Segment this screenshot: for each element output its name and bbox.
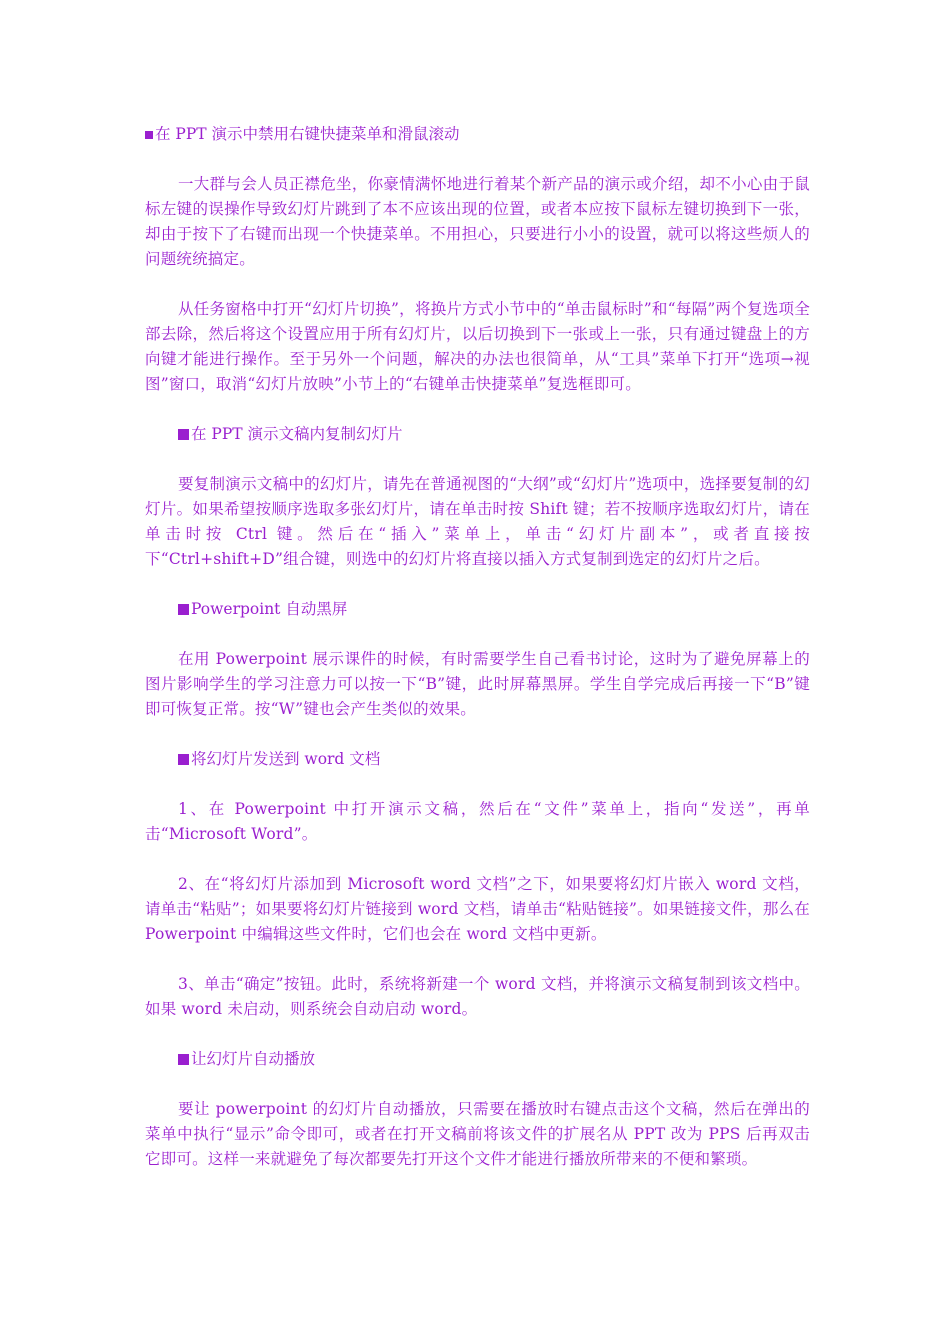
section-heading: [145, 122, 810, 147]
document-page: [145, 122, 810, 1197]
section-heading: [145, 747, 810, 772]
heading-text: 让幻灯片自动播放: [191, 1050, 316, 1068]
paragraph: 2、在“将幻灯片添加到 Microsoft word 文档”之下，如果要将幻灯片嵌入 word 文档，请单击“粘贴”；如果要将幻灯片链接到 word 文档，请单击“粘贴链接”。如果链接文件，那么在 Powerpoint 中编辑这些文件时，它们也会在 word 文档中更新。: [145, 875, 810, 943]
section-heading: [145, 422, 810, 447]
paragraph: 要让 powerpoint 的幻灯片自动播放，只需要在播放时右键点击这个文稿，然后在弹出的菜单中执行“显示”命令即可，或者在打开文稿前将该文件的扩展名从 PPT 改为 PPS 后再双击它即可。这样一来就避免了每次都要先打开这个文件才能进行播放所带来的不便和繁琐。: [145, 1100, 810, 1168]
section-heading: [145, 1047, 810, 1072]
paragraph: 1、在 Powerpoint 中打开演示文稿，然后在“文件”菜单上，指向“发送”，再单击“Microsoft Word”。: [145, 800, 810, 843]
paragraph: 3、单击“确定”按钮。此时，系统将新建一个 word 文档，并将演示文稿复制到该文档中。如果 word 未启动，则系统会自动启动 word。: [145, 975, 810, 1018]
square-bullet-icon: [178, 754, 189, 765]
paragraph: 一大群与会人员正襟危坐，你豪情满怀地进行着某个新产品的演示或介绍，却不小心由于鼠标左键的误操作导致幻灯片跳到了本不应该出现的位置，或者本应按下鼠标左键切换到下一张，却由于按下了右键而出现一个快捷菜单。不用担心，只要进行小小的设置，就可以将这些烦人的问题统统搞定。: [145, 175, 810, 268]
paragraph: 要复制演示文稿中的幻灯片，请先在普通视图的“大纲”或“幻灯片”选项中，选择要复制的幻灯片。如果希望按顺序选取多张幻灯片，请在单击时按 Shift 键；若不按顺序选取幻灯片，请在单击时按 Ctrl 键。然后在“插入”菜单上，单击“幻灯片副本”，或者直接按下“Ctrl+shift+D”组合键，则选中的幻灯片将直接以插入方式复制到选定的幻灯片之后。: [145, 475, 810, 568]
paragraph: 从任务窗格中打开“幻灯片切换”，将换片方式小节中的“单击鼠标时”和“每隔”两个复选项全部去除，然后将这个设置应用于所有幻灯片，以后切换到下一张或上一张，只有通过键盘上的方向键才能进行操作。至于另外一个问题，解决的办法也很简单，从“工具”菜单下打开“选项→视图”窗口，取消“幻灯片放映”小节上的“右键单击快捷菜单”复选框即可。: [145, 300, 810, 393]
heading-text: 将幻灯片发送到 word 文档: [191, 750, 381, 768]
square-bullet-icon: [178, 1054, 189, 1065]
paragraph: 在用 Powerpoint 展示课件的时候，有时需要学生自己看书讨论，这时为了避免屏幕上的图片影响学生的学习注意力可以按一下“B”键，此时屏幕黑屏。学生自学完成后再接一下“B”键即可恢复正常。按“W”键也会产生类似的效果。: [145, 650, 810, 718]
heading-text: 在 PPT 演示文稿内复制幻灯片: [191, 425, 403, 443]
heading-text: Powerpoint 自动黑屏: [191, 600, 348, 618]
square-bullet-icon: [178, 604, 189, 615]
heading-text: 在 PPT 演示中禁用右键快捷菜单和滑鼠滚动: [155, 125, 460, 143]
square-bullet-icon: [178, 429, 189, 440]
square-bullet-icon: [145, 131, 153, 139]
section-heading: [145, 597, 810, 622]
